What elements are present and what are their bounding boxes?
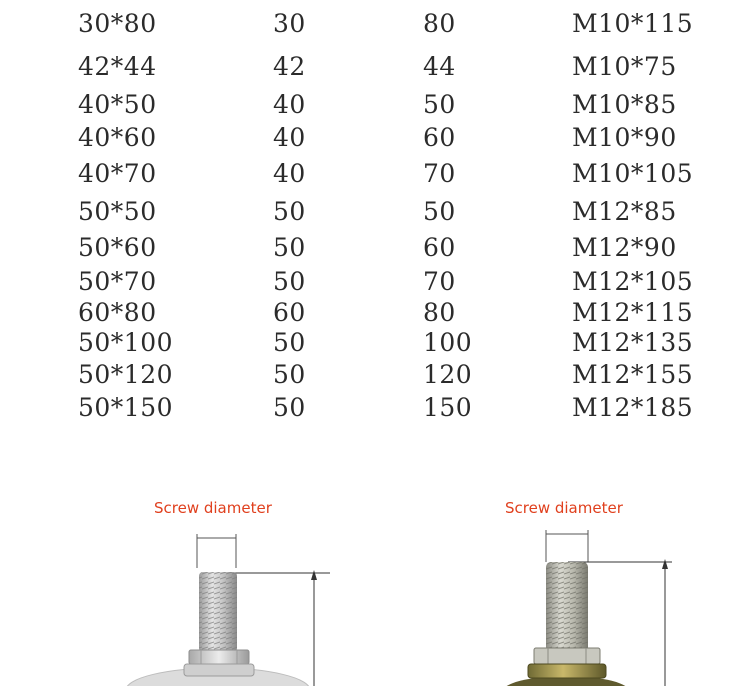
- height-cell: 44: [423, 52, 456, 81]
- diameter-cell: 42: [273, 52, 306, 81]
- height-cell: 120: [423, 360, 473, 389]
- screw-cell: M10*75: [572, 52, 677, 81]
- screw-diameter-label: Screw diameter: [154, 499, 272, 517]
- table-row: [0, 52, 750, 82]
- screw-diameter-label: Screw diameter: [505, 499, 623, 517]
- size-cell: 60*80: [78, 298, 157, 327]
- table-row: [0, 328, 750, 358]
- table-row: [0, 298, 750, 328]
- height-cell: 150: [423, 393, 473, 422]
- right-screw-figure: [450, 490, 750, 686]
- screw-cell: M12*105: [572, 267, 694, 296]
- table-row: [0, 393, 750, 423]
- size-cell: 30*80: [78, 9, 157, 38]
- screw-cell: M10*85: [572, 90, 677, 119]
- table-row: [0, 360, 750, 390]
- brass-screw-foot-icon: [450, 490, 750, 686]
- screw-cell: M12*85: [572, 197, 677, 226]
- table-row: [0, 90, 750, 120]
- screw-cell: M12*155: [572, 360, 694, 389]
- screw-cell: M12*135: [572, 328, 694, 357]
- diameter-cell: 50: [273, 328, 306, 357]
- diameter-cell: 40: [273, 90, 306, 119]
- table-row: [0, 197, 750, 227]
- table-row: [0, 123, 750, 153]
- size-cell: 50*60: [78, 233, 157, 262]
- size-cell: 50*70: [78, 267, 157, 296]
- diameter-cell: 60: [273, 298, 306, 327]
- table-row: [0, 9, 750, 39]
- table-row: [0, 233, 750, 263]
- screw-cell: M10*105: [572, 159, 694, 188]
- diameter-cell: 50: [273, 393, 306, 422]
- size-cell: 42*44: [78, 52, 157, 81]
- diameter-cell: 50: [273, 360, 306, 389]
- height-cell: 80: [423, 298, 456, 327]
- left-screw-figure: [100, 490, 400, 686]
- size-cell: 40*70: [78, 159, 157, 188]
- screw-cell: M12*90: [572, 233, 677, 262]
- size-cell: 50*120: [78, 360, 174, 389]
- height-cell: 50: [423, 197, 456, 226]
- size-cell: 50*100: [78, 328, 174, 357]
- size-cell: 50*150: [78, 393, 174, 422]
- diameter-cell: 50: [273, 233, 306, 262]
- table-row: [0, 267, 750, 297]
- screw-cell: M10*90: [572, 123, 677, 152]
- size-cell: 40*50: [78, 90, 157, 119]
- diameter-cell: 40: [273, 159, 306, 188]
- height-cell: 100: [423, 328, 473, 357]
- height-cell: 50: [423, 90, 456, 119]
- height-cell: 70: [423, 267, 456, 296]
- screw-cell: M12*185: [572, 393, 694, 422]
- diameter-cell: 40: [273, 123, 306, 152]
- height-cell: 70: [423, 159, 456, 188]
- screw-cell: M10*115: [572, 9, 694, 38]
- height-cell: 80: [423, 9, 456, 38]
- silver-screw-foot-icon: [100, 490, 400, 686]
- size-cell: 40*60: [78, 123, 157, 152]
- size-cell: 50*50: [78, 197, 157, 226]
- height-cell: 60: [423, 233, 456, 262]
- diameter-cell: 50: [273, 197, 306, 226]
- diameter-cell: 30: [273, 9, 306, 38]
- screw-cell: M12*115: [572, 298, 694, 327]
- table-row: [0, 159, 750, 189]
- height-cell: 60: [423, 123, 456, 152]
- diameter-cell: 50: [273, 267, 306, 296]
